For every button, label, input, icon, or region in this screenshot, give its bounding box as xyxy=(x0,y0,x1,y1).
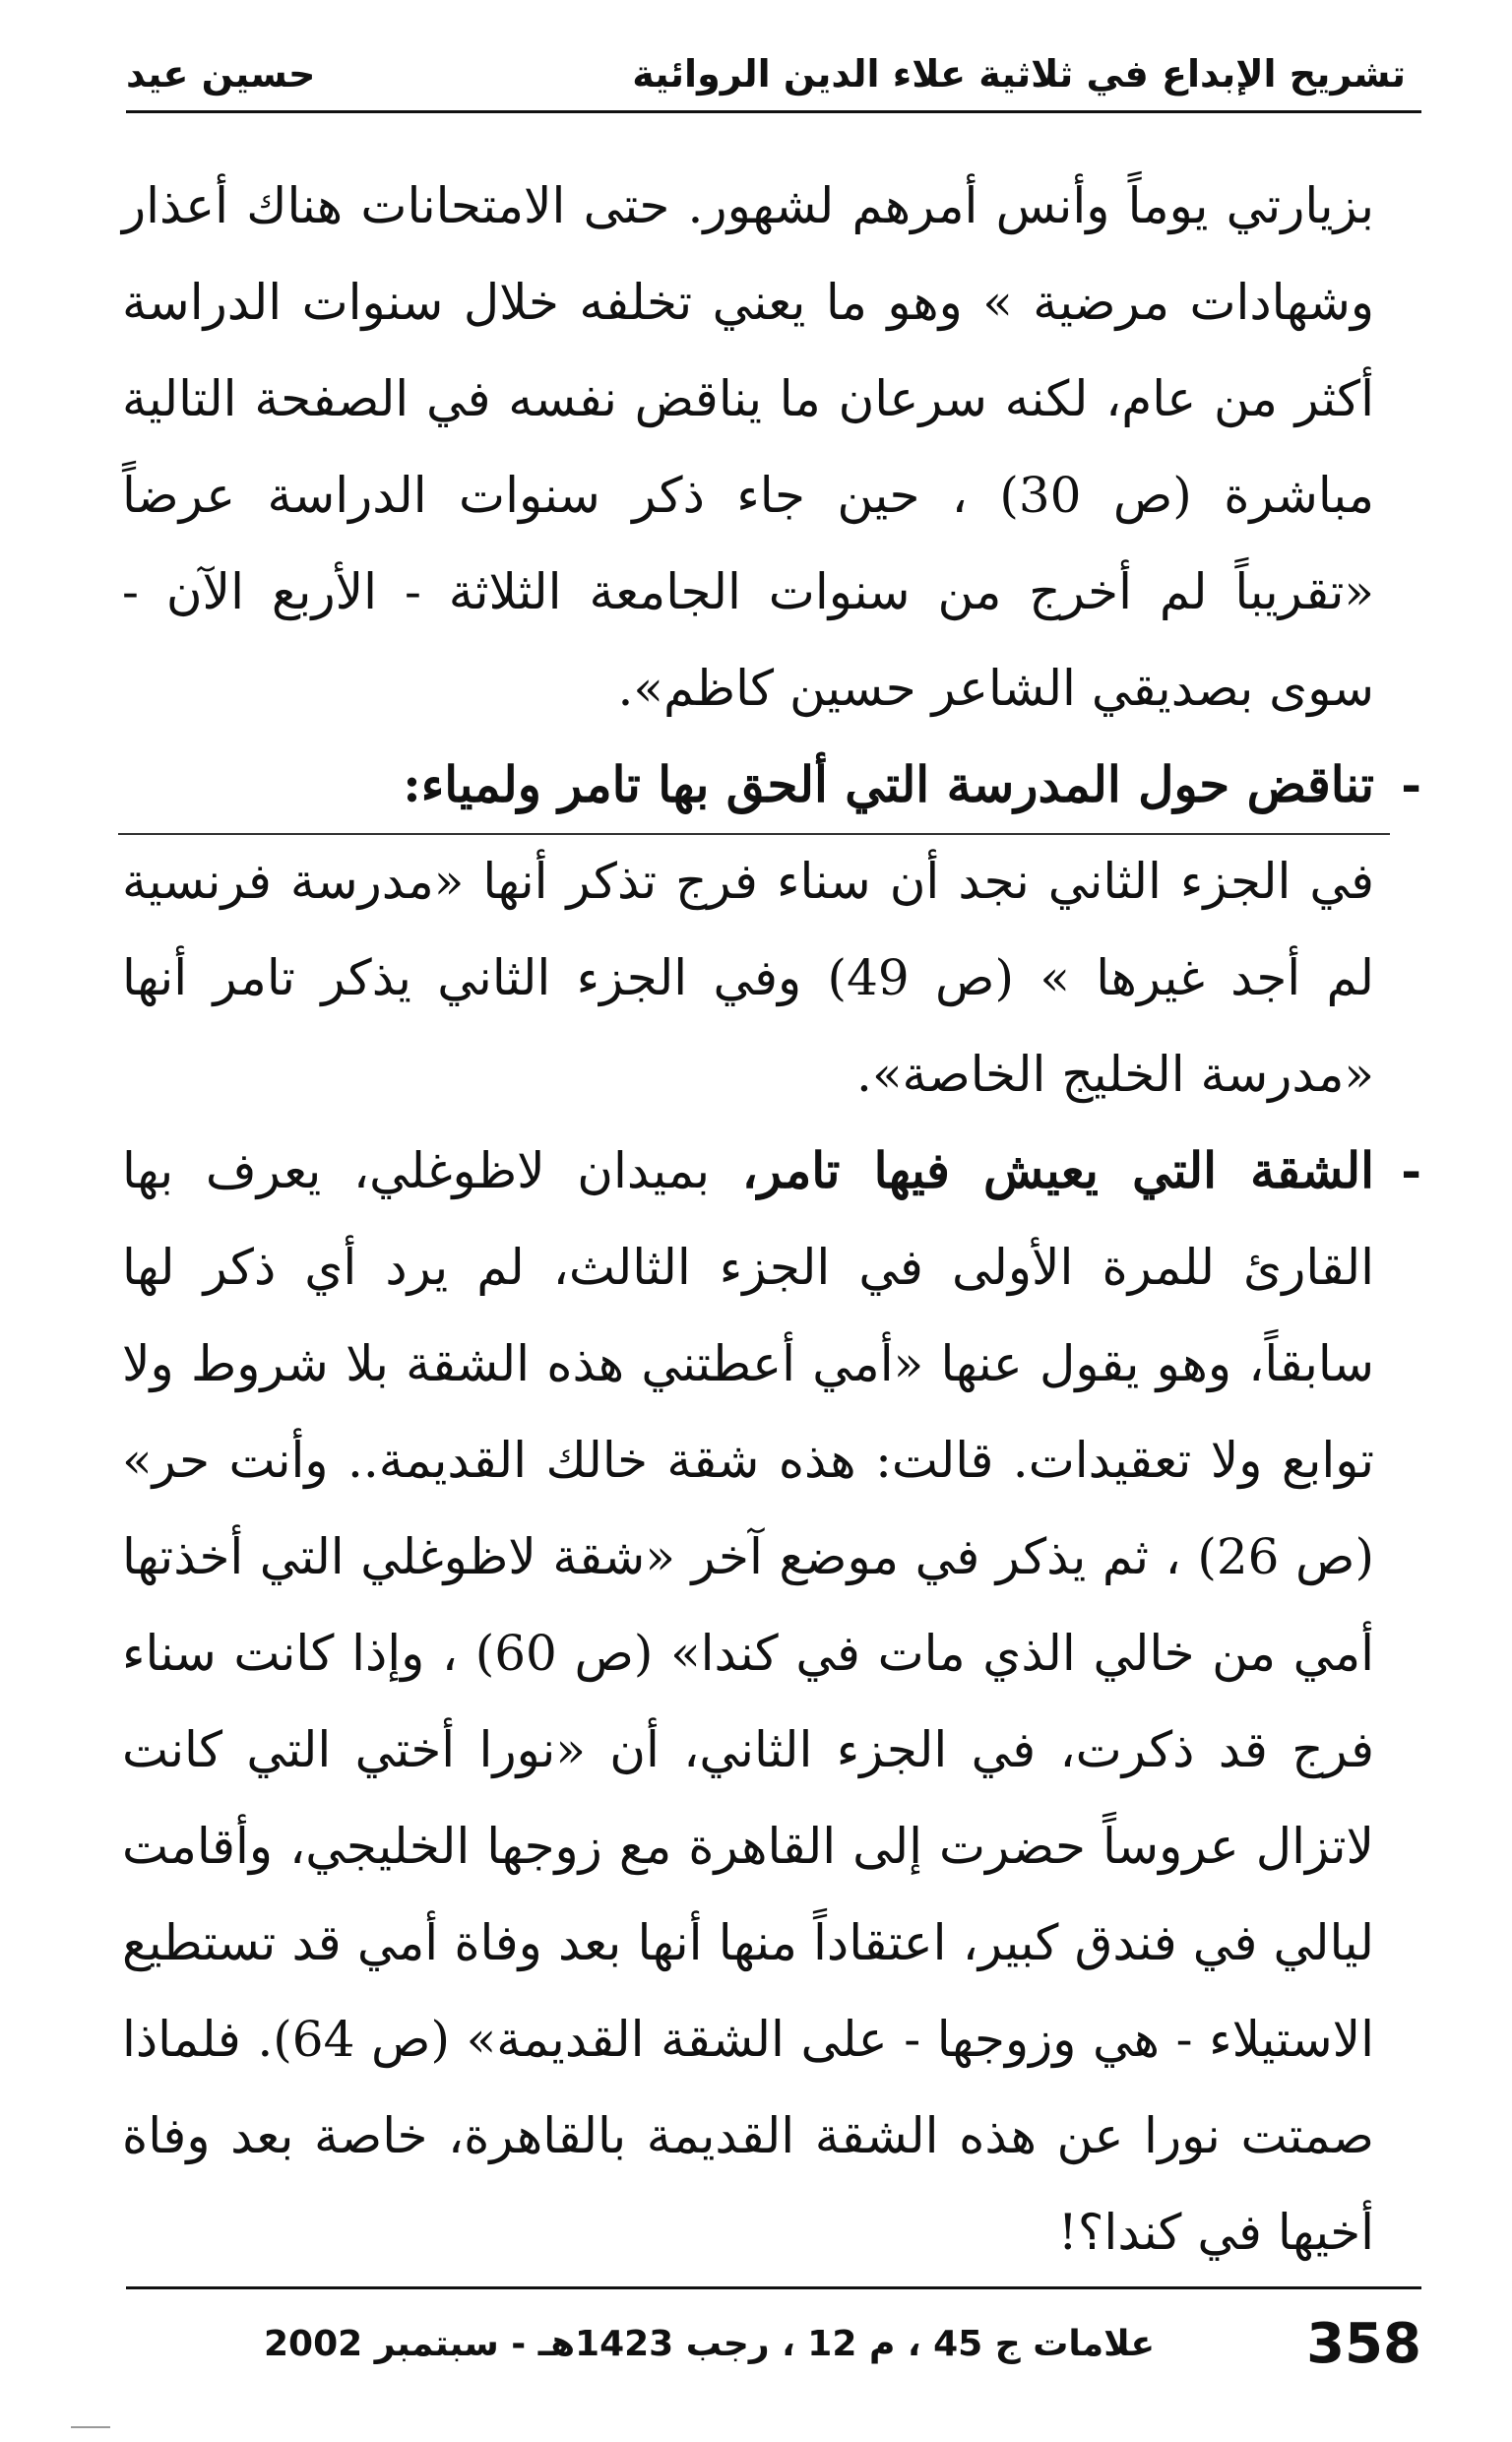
bullet-dash: - xyxy=(1401,755,1421,813)
paragraph-2: في الجزء الثاني نجد أن سناء فرج تذكر أنها «مدرسة فرنسية لم أجد غيرها » (ص 49) وفي الجزء الثاني يذكر تامر أنها «مدرسة الخليج الخاصة». xyxy=(122,853,1374,1103)
body-text xyxy=(122,158,1421,2281)
page-number: 358 xyxy=(1306,2311,1421,2376)
bullet-paragraph-apartment xyxy=(122,1123,1374,2281)
section-divider xyxy=(118,833,1390,835)
running-header xyxy=(126,39,1406,108)
scan-corner-mark xyxy=(71,2426,110,2428)
bullet-item-school xyxy=(122,737,1421,833)
header-rule xyxy=(126,110,1421,113)
bullet-text-apartment: بميدان لاظوغلي، يعرف بها القارئ للمرة الأولى في الجزء الثالث، لم يرد أي ذكر لها سابقاً، وهو يقول عنها «أمي أعطتني هذه الشقة بلا شروط ولا توابع ولا تعقيدات. قالت: هذه شقة خالك القديمة.. وأنت حر» (ص 26) ، ثم يذكر في موضع آخر «شقة لاظوغلي التي أخذتها أمي من خالي الذي مات في كندا» (ص 60) ، وإذا كانت سناء فرج قد ذكرت، في الجزء الثاني، أن «نورا أختي التي كانت لاتزال عروساً حضرت إلى القاهرة مع زوجها الخليجي، وأقامت ليالي في فندق كبير، اعتقاداً منها أنها بعد وفاة أمي قد تستطيع الاستيلاء - هي وزوجها - على الشقة القديمة» (ص 64). فلماذا صمتت نورا عن هذه الشقة القديمة بالقاهرة، خاصة بعد وفاة أخيها في كندا؟! xyxy=(122,1142,1375,2261)
journal-issue-info: علامات ج 45 ، م 12 ، رجب 1423هـ - سبتمبر 2002 xyxy=(264,2323,1156,2364)
footer-rule xyxy=(126,2286,1421,2289)
bullet-heading-school: تناقض حول المدرسة التي ألحق بها تامر ولمياء: xyxy=(403,755,1374,813)
page-footer xyxy=(126,2304,1421,2383)
bullet-item-apartment xyxy=(122,1123,1421,2281)
header-title: تشريح الإبداع في ثلاثية علاء الدين الروائية xyxy=(632,52,1406,96)
header-author: حسين عيد xyxy=(126,52,316,96)
bullet-heading-apartment: الشقة التي يعيش فيها تامر، xyxy=(741,1141,1374,1199)
paragraph-1: بزيارتي يوماً وأنس أمرهم لشهور. حتى الامتحانات هناك أعذار وشهادات مرضية » وهو ما يعني تخلفه خلال سنوات الدراسة أكثر من عام، لكنه سرعان ما يناقض نفسه في الصفحة التالية مباشرة (ص 30) ، حين جاء ذكر سنوات الدراسة عرضاً «تقريباً لم أخرج من سنوات الجامعة الثلاثة - الأربع الآن - سوى بصديقي الشاعر حسين كاظم». xyxy=(122,177,1374,717)
bullet-dash: - xyxy=(1401,1141,1421,1199)
